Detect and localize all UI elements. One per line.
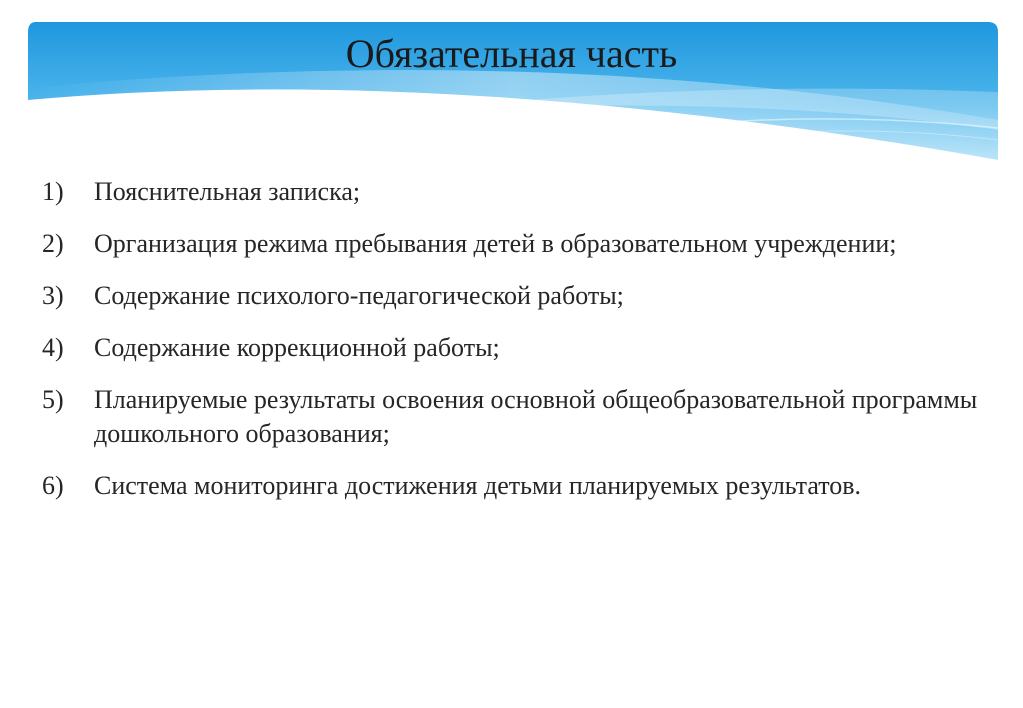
list-item [42, 279, 992, 313]
list-item-number: 3) [42, 281, 64, 310]
list-item-text: Планируемые результаты освоения основной общеобразовательной программы дошкольного образования; [94, 385, 978, 448]
list-item-text: Содержание коррекционной работы; [94, 333, 500, 362]
list-item-text: Пояснительная записка; [94, 177, 361, 206]
list-item-number: 2) [42, 229, 64, 258]
list-item-text: Содержание психолого-педагогической работы; [94, 281, 624, 310]
list-item-text: Система мониторинга достижения детьми планируемых результатов. [94, 471, 861, 500]
list-item [42, 331, 992, 365]
list-item [42, 383, 992, 451]
slide-title: Обязательная часть [345, 31, 678, 76]
list-item-text: Организация режима пребывания детей в образовательном учреждении; [94, 229, 897, 258]
list-item-number: 5) [42, 385, 64, 414]
content-list [42, 175, 992, 521]
list-item [42, 227, 992, 261]
header-banner [0, 0, 1023, 170]
list-item [42, 469, 992, 503]
list-item-number: 6) [42, 471, 64, 500]
list-item-number: 4) [42, 333, 64, 362]
list-item-number: 1) [42, 177, 64, 206]
list-item [42, 175, 992, 209]
